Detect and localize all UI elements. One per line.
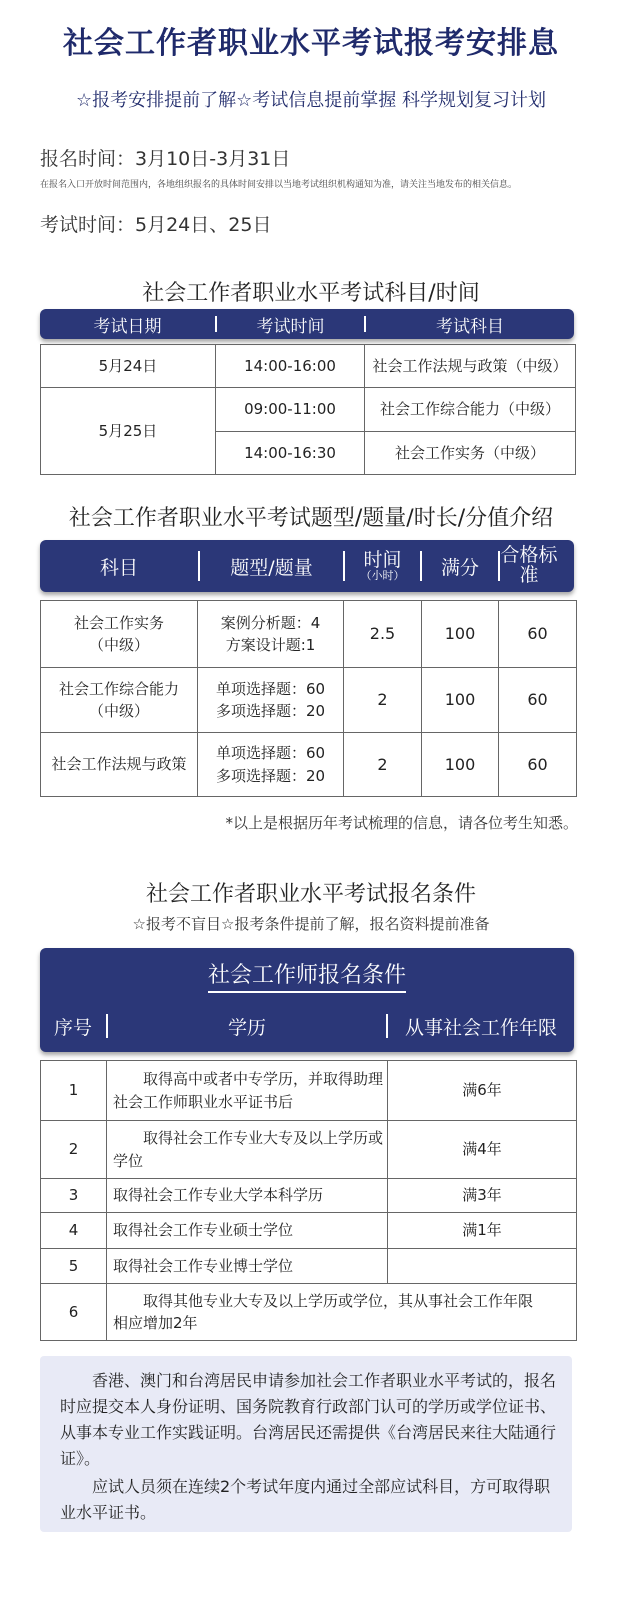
- format-title: 社会工作者职业水平考试题型/题量/时长/分值介绍: [68, 506, 554, 531]
- cond-edu: 取得社会工作专业大专及以上学历或学位: [107, 1121, 388, 1179]
- table-row: [41, 1179, 577, 1213]
- schedule-date: 5月25日: [41, 388, 216, 475]
- conditions-header-band: [40, 948, 574, 1052]
- format-full: 100: [422, 668, 499, 733]
- cond-no: 4: [41, 1213, 107, 1249]
- table-row: [41, 388, 576, 432]
- schedule-time: 09:00-11:00: [216, 388, 365, 432]
- table-row: [41, 1121, 577, 1179]
- format-hours: 2.5: [344, 601, 422, 668]
- format-pass: 60: [499, 601, 577, 668]
- format-note: *以上是根据历年考试梳理的信息，请各位考生知悉。: [225, 814, 578, 832]
- cond-no: 6: [41, 1284, 107, 1341]
- conditions-header-edu: 学历: [227, 1016, 266, 1039]
- cond-edu: 取得高中或者中专学历，并取得助理社会工作师职业水平证书后: [107, 1061, 388, 1121]
- table-row: [41, 668, 577, 733]
- schedule-table: [40, 344, 576, 475]
- conditions-band-title: 社会工作师报名条件: [40, 958, 574, 992]
- format-subject: 社会工作综合能力 （中级）: [41, 668, 198, 733]
- schedule-subject: 社会工作实务（中级）: [365, 432, 576, 475]
- schedule-time: 14:00-16:00: [216, 345, 365, 388]
- cond-years: 满1年: [388, 1213, 577, 1249]
- format-header-time-unit: （小时）: [360, 569, 405, 583]
- format-hours: 2: [344, 668, 422, 733]
- schedule-subject: 社会工作法规与政策（中级）: [365, 345, 576, 388]
- format-full: 100: [422, 601, 499, 668]
- table-row: [41, 1284, 577, 1341]
- conditions-table: [40, 1060, 577, 1341]
- cond-years: 满6年: [388, 1061, 577, 1121]
- format-header-time-label: 时间: [363, 548, 402, 571]
- format-header-band: [40, 540, 574, 592]
- cond-years: 满3年: [388, 1179, 577, 1213]
- table-row: [41, 345, 576, 388]
- format-full: 100: [422, 733, 499, 797]
- format-type: 案例分析题：4 方案设计题:1: [198, 601, 344, 668]
- conditions-header-no: 序号: [53, 1016, 92, 1039]
- schedule-title: 社会工作者职业水平考试科目/时间: [142, 281, 480, 306]
- cond-edu: 取得社会工作专业大学本科学历: [107, 1179, 388, 1213]
- conditions-title: 社会工作者职业水平考试报名条件: [145, 882, 476, 907]
- table-row: [41, 1061, 577, 1121]
- cond-no: 1: [41, 1061, 107, 1121]
- format-type: 单项选择题：60 多项选择题：20: [198, 733, 344, 797]
- format-subject: 社会工作法规与政策: [41, 733, 198, 797]
- schedule-header-band: [40, 309, 574, 339]
- table-row: [41, 733, 577, 797]
- cond-years: [388, 1249, 577, 1284]
- conditions-header-years: 从事社会工作年限: [404, 1016, 557, 1039]
- cond-edu: 取得社会工作专业博士学位: [107, 1249, 388, 1284]
- format-table: [40, 600, 577, 797]
- cond-edu: 取得社会工作专业硕士学位: [107, 1213, 388, 1249]
- format-header-full: 满分: [440, 556, 479, 579]
- schedule-header-date: 考试日期: [93, 316, 162, 337]
- table-row: [41, 1213, 577, 1249]
- conditions-subtitle: ☆报考不盲目☆报考条件提前了解，报名资料提前准备: [132, 915, 490, 933]
- schedule-header-subject: 考试科目: [436, 316, 504, 337]
- schedule-header-time: 考试时间: [256, 316, 325, 337]
- cond-no: 2: [41, 1121, 107, 1179]
- table-row: [41, 601, 577, 668]
- format-header-time: [345, 540, 420, 592]
- format-type: 单项选择题：60 多项选择题：20: [198, 668, 344, 733]
- format-header-subject: 科目: [99, 556, 138, 579]
- cond-edu: 取得其他专业大专及以上学历或学位，其从事社会工作年限相应增加2年: [107, 1284, 577, 1341]
- format-pass: 60: [499, 668, 577, 733]
- format-header-pass: 合格标准: [500, 544, 558, 586]
- registration-time: 报名时间：3月10日-3月31日: [40, 148, 291, 170]
- table-row: [41, 1249, 577, 1284]
- format-pass: 60: [499, 733, 577, 797]
- page-title: 社会工作者职业水平考试报考安排息: [63, 26, 559, 61]
- info-paragraph-2: 应试人员须在连续2个考试年度内通过全部应试科目，方可取得职业水平证书。: [60, 1477, 551, 1522]
- schedule-subject: 社会工作综合能力（中级）: [365, 388, 576, 432]
- info-paragraph-1: 香港、澳门和台湾居民申请参加社会工作者职业水平考试的，报名时应提交本人身份证明、国务院教育行政部门认可的学历或学位证书、从事本专业工作实践证明。台湾居民还需提供《台湾居民来往大陆通行证》。: [60, 1371, 557, 1468]
- registration-note: 在报名入口开放时间范围内，各地组织报名的具体时间安排以当地考试组织机构通知为准，请关注当地发布的相关信息。: [40, 180, 518, 190]
- page-subtitle: ☆报考安排提前了解☆考试信息提前掌握 科学规划复习计划: [76, 90, 546, 111]
- schedule-date: 5月24日: [41, 345, 216, 388]
- cond-no: 5: [41, 1249, 107, 1284]
- cond-no: 3: [41, 1179, 107, 1213]
- info-box: [40, 1356, 572, 1532]
- format-header-type: 题型/题量: [230, 556, 313, 579]
- exam-time: 考试时间：5月24日、25日: [40, 214, 272, 236]
- format-subject: 社会工作实务 （中级）: [41, 601, 198, 668]
- schedule-time: 14:00-16:30: [216, 432, 365, 475]
- cond-years: 满4年: [388, 1121, 577, 1179]
- format-hours: 2: [344, 733, 422, 797]
